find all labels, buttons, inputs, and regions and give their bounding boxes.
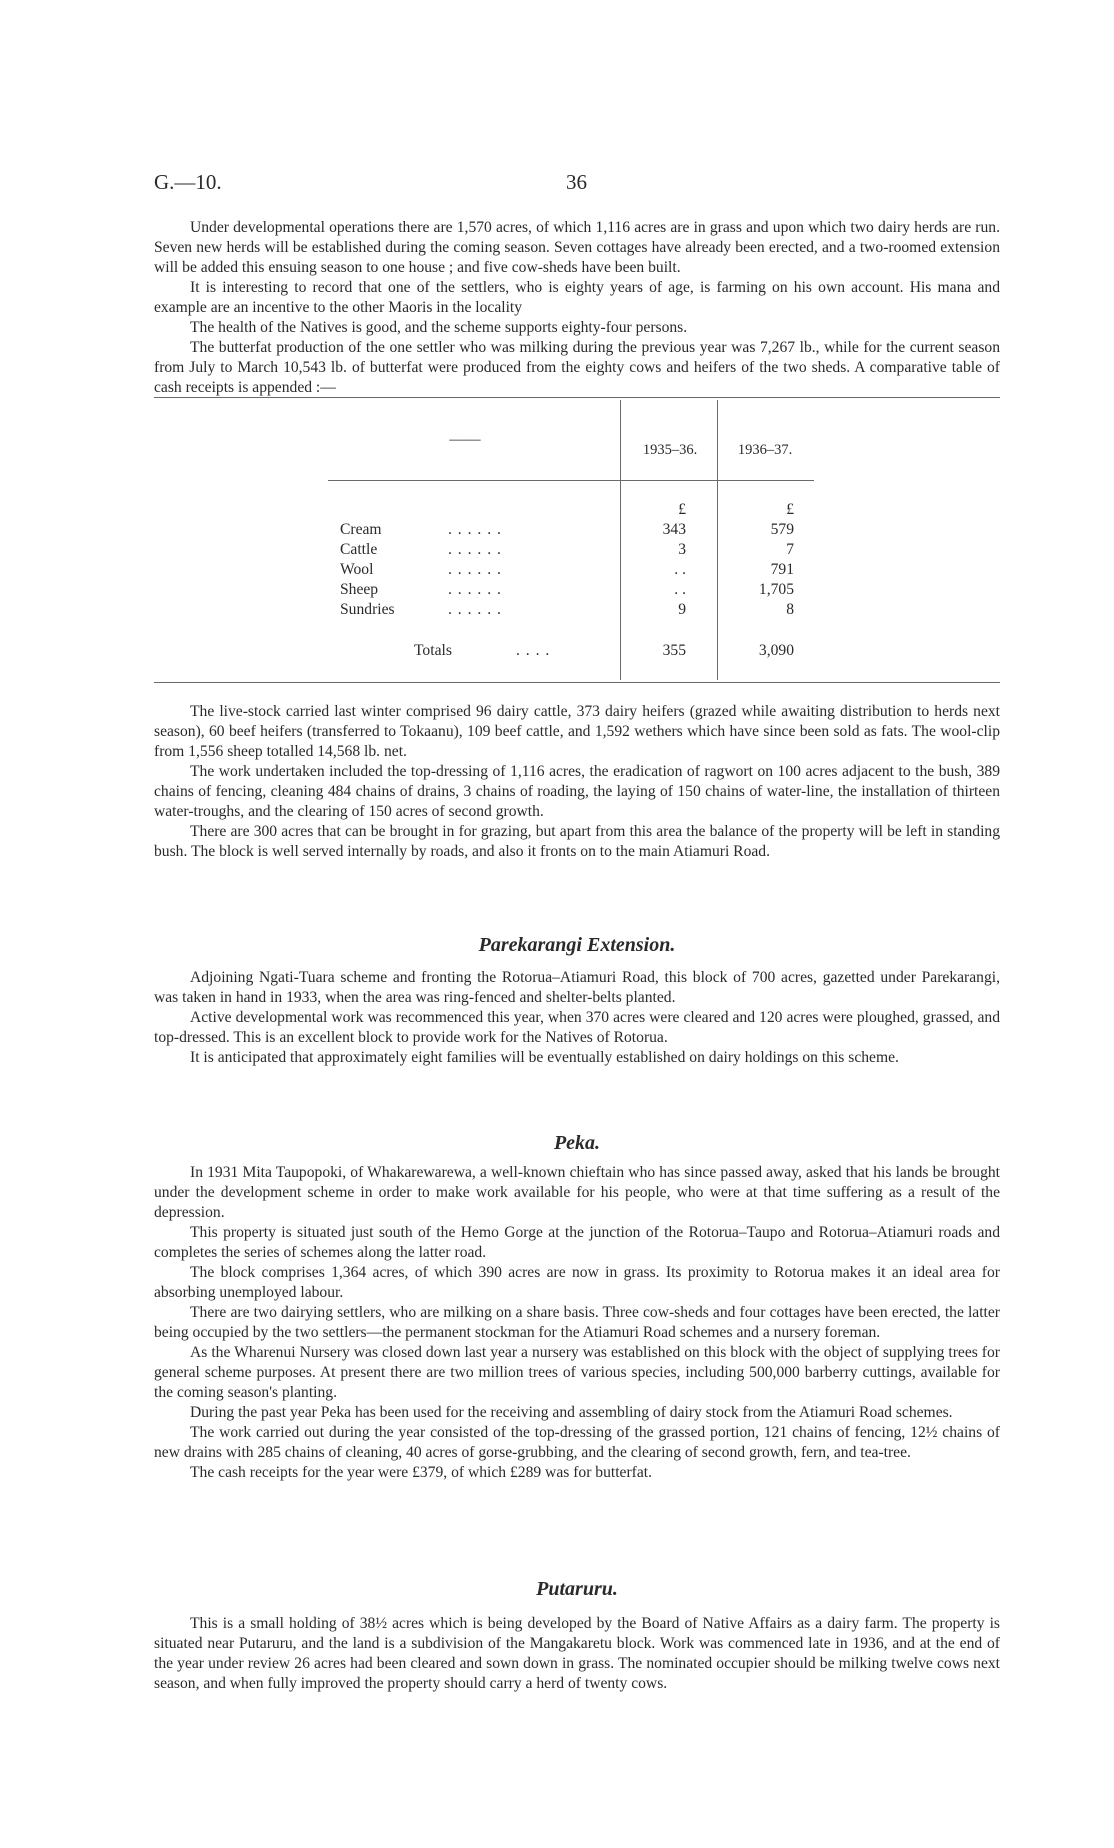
table-column-divider: [620, 400, 621, 680]
peka-text: [154, 1163, 1000, 1483]
paragraph: It is interesting to record that one of the settlers, who is eighty years of age, is farming on his own account. His mana and example are an incentive to the other Maoris in the locality: [154, 279, 1000, 316]
value-1936-37: 791: [770, 561, 794, 578]
unit-label: £: [678, 501, 686, 518]
value-1935-36: 3: [678, 541, 686, 558]
column-header-1935-36: 1935–36.: [642, 442, 698, 458]
paragraph: As the Wharenui Nursery was closed down last year a nursery was established on this block with the object of supplying trees for general scheme purposes. At present there are two million trees of various species, including 500,000 barberry cuttings, available for the coming season's planting.: [154, 1344, 1000, 1401]
paragraph: This property is situated just south of the Hemo Gorge at the junction of the Rotorua–Taupo and Rotorua–Atiamuri roads and completes the series of schemes along the latter road.: [154, 1224, 1000, 1261]
table-bottom-rule: [154, 682, 1000, 683]
value-1936-37: 1,705: [758, 581, 794, 598]
paragraph: Under developmental operations there are 1,570 acres, of which 1,116 acres are in grass and upon which two dairy herds are run. Seven new herds will be established during the coming season. Seven cottages have already been erected, and a two-roomed extension will be added this ensuing season to one house ; and five cow-sheds have been built.: [154, 219, 1000, 276]
total-1936-37: 3,090: [758, 642, 794, 659]
value-1935-36: . .: [674, 561, 686, 578]
value-1936-37: 579: [770, 521, 794, 538]
paragraph: During the past year Peka has been used for the receiving and assembling of dairy stock from the Atiamuri Road schemes.: [190, 1404, 953, 1421]
leader-dots: . . . .: [516, 642, 551, 659]
row-label: Cattle: [340, 541, 378, 558]
paragraph: The work undertaken included the top-dressing of 1,116 acres, the eradication of ragwort on 100 acres adjacent to the bush, 389 chains of fencing, cleaning 484 chains of drains, 3 chains of roading, the laying of 150 chains of water-line, the installation of thirteen water-troughs, and the clearing of 150 acres of second growth.: [154, 763, 1000, 820]
value-1936-37: 7: [786, 541, 794, 558]
value-1935-36: . .: [674, 581, 686, 598]
page-number: 36: [566, 170, 587, 194]
table-header-dash: ——: [449, 431, 481, 448]
row-label: Wool: [340, 561, 374, 578]
leader-dots: . . . . . .: [448, 581, 502, 598]
leader-dots: . . . . . .: [448, 561, 502, 578]
row-label: Cream: [340, 521, 382, 538]
parekarangi-text: [154, 968, 1000, 1068]
row-label: Sheep: [340, 581, 379, 598]
paragraph: The health of the Natives is good, and the scheme supports eighty-four persons.: [190, 319, 688, 336]
table-column-divider: [717, 400, 718, 680]
intro-text: [154, 218, 1000, 398]
page-header: [154, 170, 1000, 194]
column-header-1936-37: 1936–37.: [737, 442, 793, 458]
paragraph: There are two dairying settlers, who are milking on a share basis. Three cow-sheds and four cottages have been erected, the latter being occupied by the two settlers—the permanent stockman for the Atiamuri Road schemes and a nursery foreman.: [154, 1304, 1000, 1341]
paragraph: It is anticipated that approximately eight families will be eventually established on dairy holdings on this scheme.: [190, 1049, 899, 1066]
paragraph: The block comprises 1,364 acres, of which 390 acres are now in grass. Its proximity to Rotorua makes it an ideal area for absorbing unemployed labour.: [154, 1264, 1000, 1301]
paragraph: In 1931 Mita Taupopoki, of Whakarewarewa, a well-known chieftain who has since passed away, asked that his lands be brought under the development scheme in order to make work available for his people, who were at that time suffering as a result of the depression.: [154, 1164, 1000, 1221]
value-1935-36: 9: [678, 601, 686, 618]
table-header-rule: [328, 480, 814, 481]
paragraph: There are 300 acres that can be brought in for grazing, but apart from this area the balance of the property will be left in standing bush. The block is well served internally by roads, and also it fronts on to the main Atiamuri Road.: [154, 823, 1000, 860]
paragraph: Adjoining Ngati-Tuara scheme and fronting the Rotorua–Atiamuri Road, this block of 700 acres, gazetted under Parekarangi, was taken in hand in 1933, when the area was ring-fenced and shelter-belts planted.: [154, 969, 1000, 1006]
unit-label: £: [786, 501, 794, 518]
value-1935-36: 343: [662, 521, 686, 538]
leader-dots: . . . . . .: [448, 541, 502, 558]
leader-dots: . . . . . .: [448, 601, 502, 618]
document-reference: G.—10.: [154, 170, 222, 194]
section-heading-parekarangi: Parekarangi Extension.: [478, 934, 676, 956]
leader-dots: . . . . . .: [448, 521, 502, 538]
paragraph: The cash receipts for the year were £379, of which £289 was for butterfat.: [190, 1464, 653, 1481]
table-top-rule: [154, 397, 1000, 398]
paragraph: This is a small holding of 38½ acres which is being developed by the Board of Native Affairs as a dairy farm. The property is situated near Putaruru, and the land is a subdivision of the Mangakaretu block. Work was commenced late in 1936, and at the end of the year under review 26 acres had been cleared and sown down in grass. The nominated occupier should be milking twelve cows next season, and when fully improved the property should carry a herd of twenty cows.: [154, 1615, 1000, 1692]
putaruru-text: [154, 1614, 1000, 1694]
section-heading-peka: Peka.: [553, 1132, 601, 1154]
paragraph: Active developmental work was recommenced this year, when 370 acres were cleared and 120 acres were ploughed, grassed, and top-dressed. This is an excellent block to provide work for the Natives of Rotorua.: [154, 1009, 1000, 1046]
section-heading-putaruru: Putaruru.: [536, 1578, 618, 1600]
paragraph: The butterfat production of the one settler who was milking during the previous year was 7,267 lb., while for the current season from July to March 10,543 lb. of butterfat were produced from the eighty cows and heifers of the two sheds. A comparative table of cash receipts is appended :—: [154, 339, 1000, 396]
paragraph: The live-stock carried last winter comprised 96 dairy cattle, 373 dairy heifers (grazed while awaiting distribution to herds next season), 60 beef heifers (transferred to Tokaanu), 109 beef cattle, and 1,592 wethers which have since been sold as fats. The wool-clip from 1,556 sheep totalled 14,568 lb. net.: [154, 703, 1000, 760]
totals-label: Totals: [414, 642, 452, 659]
livestock-text: [154, 702, 1000, 862]
value-1936-37: 8: [786, 601, 794, 618]
paragraph: The work carried out during the year consisted of the top-dressing of the grassed portion, 121 chains of fencing, 12½ chains of new drains with 285 chains of cleaning, 40 acres of gorse-grubbing, and the clearing of second growth, fern, and tea-tree.: [154, 1424, 1000, 1461]
row-label: Sundries: [340, 601, 395, 618]
total-1935-36: 355: [662, 642, 686, 659]
